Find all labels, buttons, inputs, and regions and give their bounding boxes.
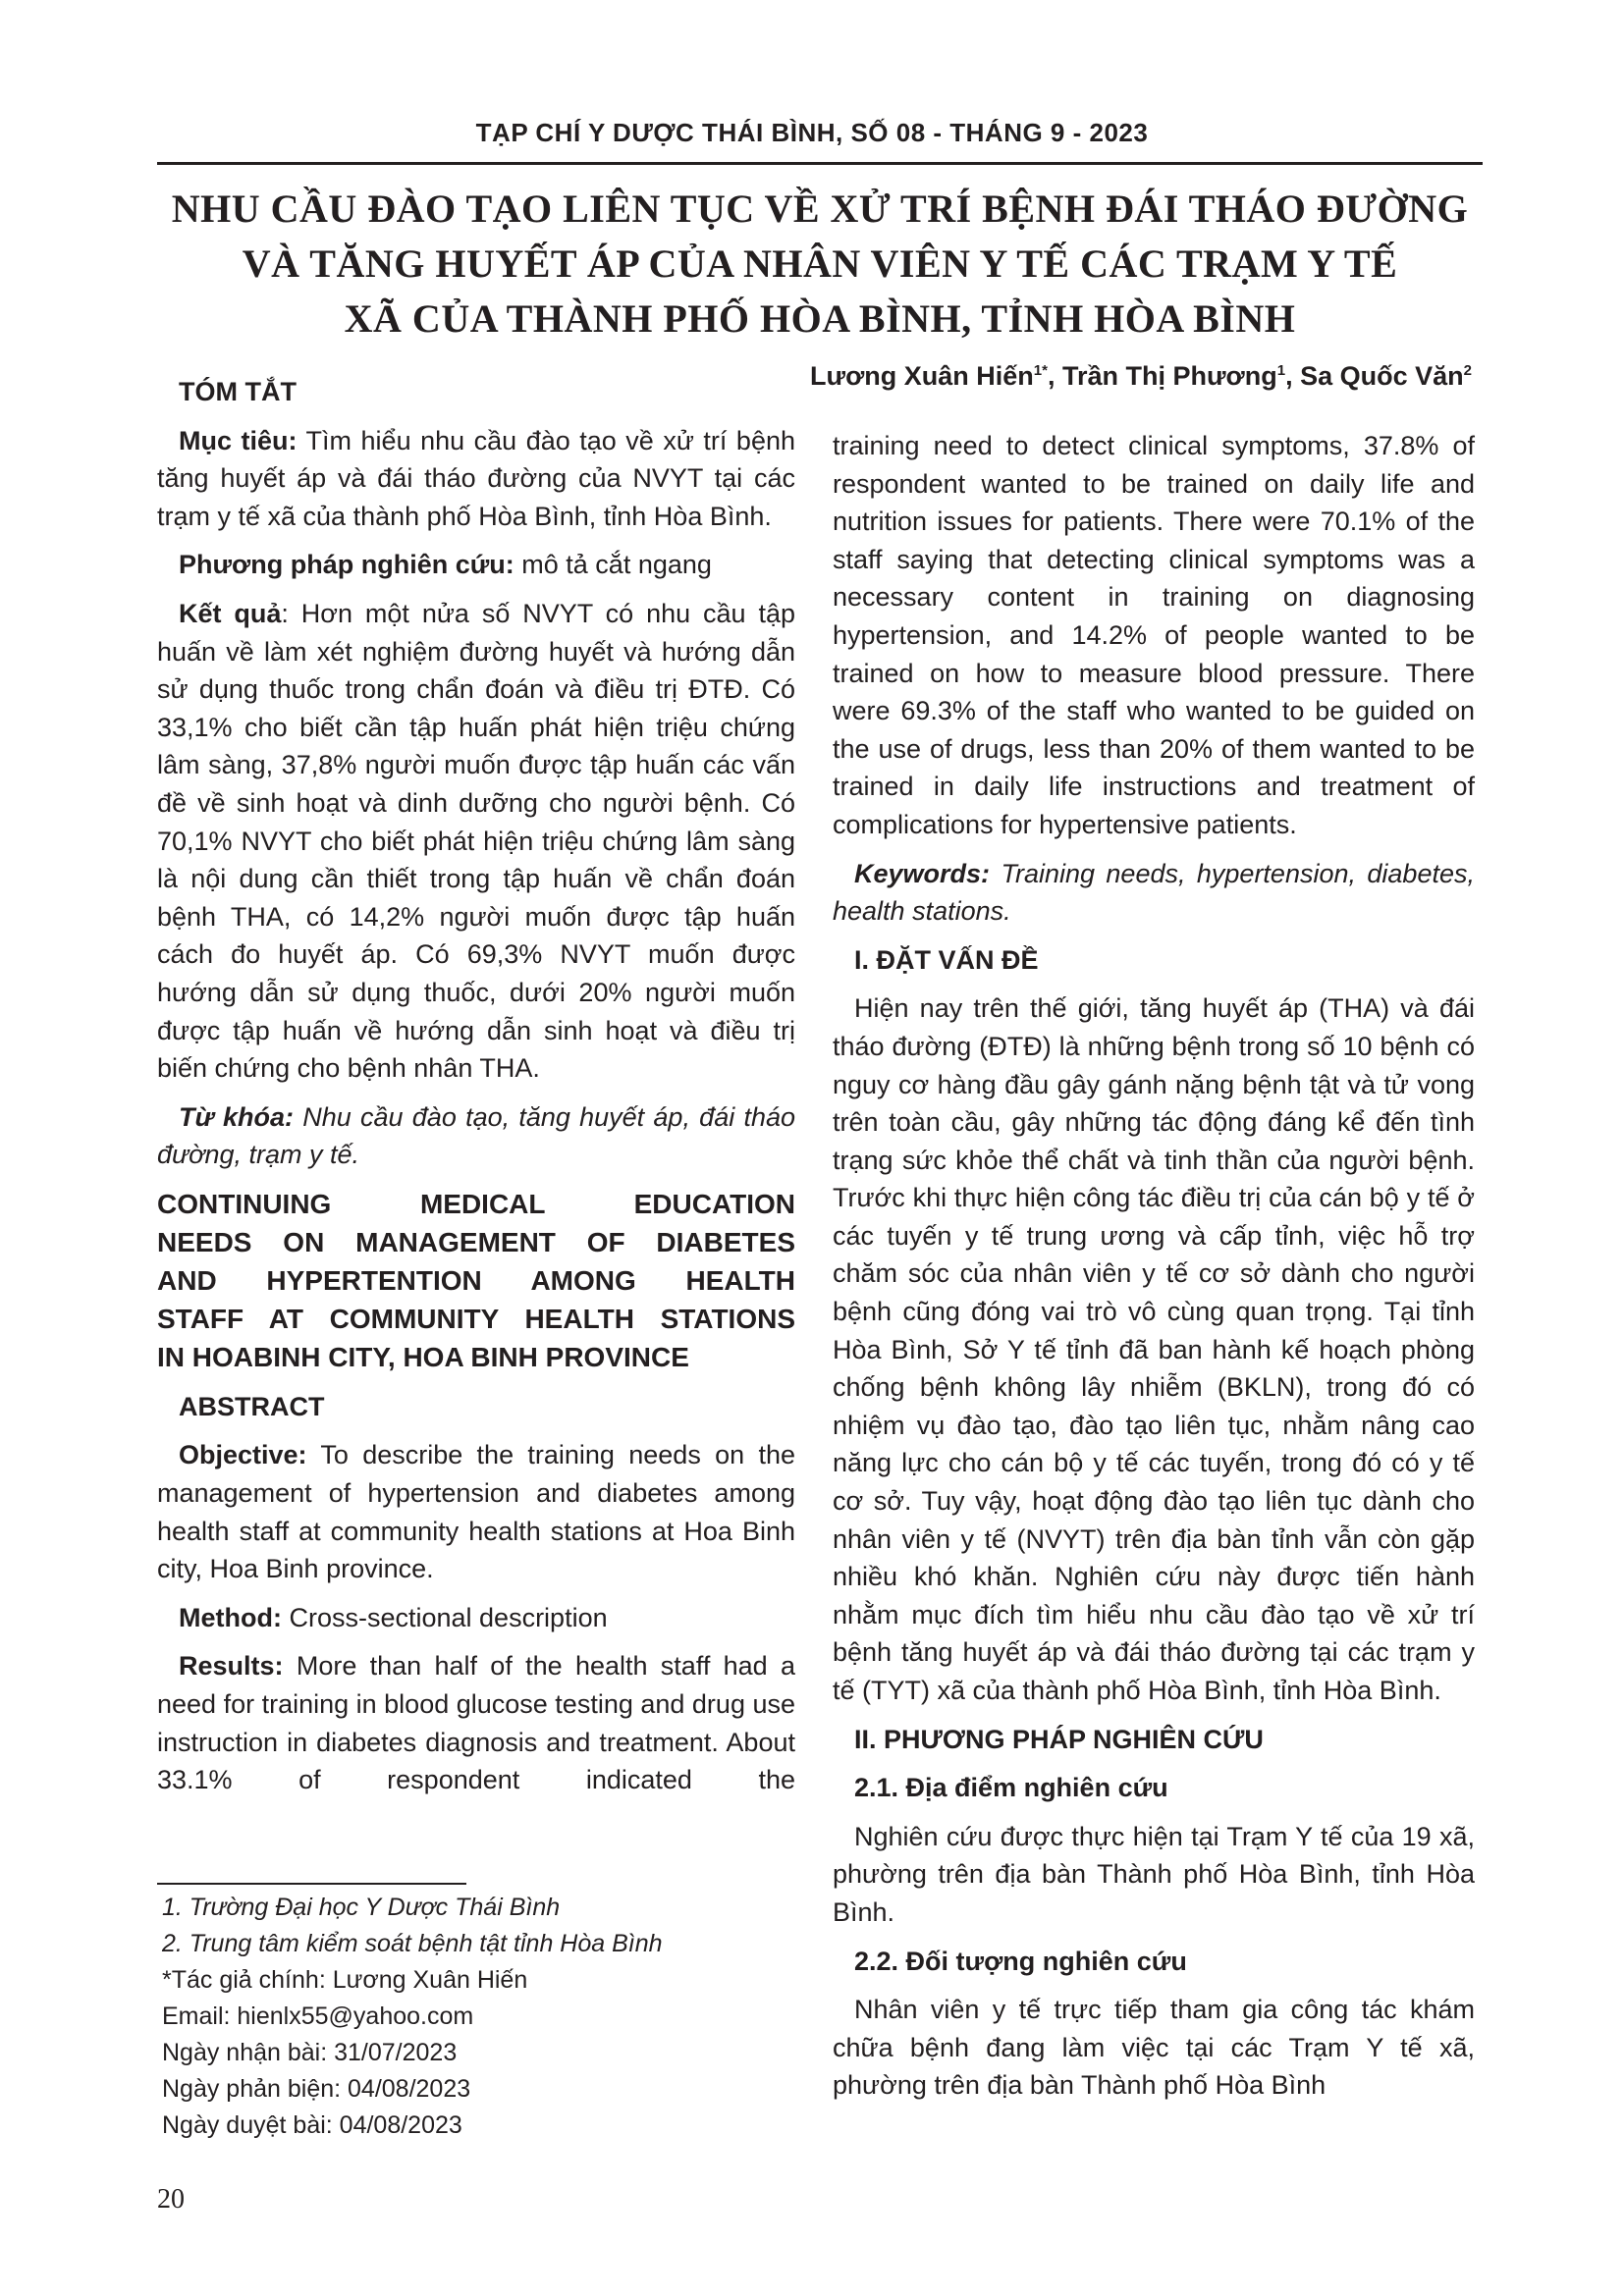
objective-label: Objective: <box>179 1440 307 1470</box>
english-title-line: CONTINUING MEDICAL EDUCATION <box>157 1188 795 1219</box>
received-date: Ngày nhận bài: 31/07/2023 <box>162 2039 458 2066</box>
muctieu-paragraph <box>157 422 795 536</box>
title-line-2: VÀ TĂNG HUYẾT ÁP CỦA NHÂN VIÊN Y TẾ CÁC TRẠM Y TẾ <box>242 241 1398 286</box>
section-2-1-heading: 2.1. Địa điểm nghiên cứu <box>854 1773 1168 1803</box>
ketqua-label: Kết quả <box>179 598 282 628</box>
section-2-2-text: Nhân viên y tế trực tiếp tham gia công tác khám chữa bệnh đang làm việc tại các Trạm Y tế xã, phường trên địa bàn Thành phố Hòa Bình <box>833 1995 1475 2101</box>
author-list <box>810 361 1472 392</box>
journal-header: TẠP CHÍ Y DƯỢC THÁI BÌNH, SỐ 08 - THÁNG 9 - 2023 <box>475 118 1149 147</box>
method-paragraph <box>157 1599 795 1637</box>
method-text: Cross-sectional description <box>281 1602 608 1632</box>
results-paragraph <box>157 1647 795 1798</box>
tukhoa-paragraph <box>157 1098 795 1174</box>
results-continued: training need to detect clinical symptoms, 37.8% of respondent wanted to be trained on daily life and nutrition issues for patients. There were 70.1% of the staff saying that detecting clinical symptoms was a necessary content in training on diagnosing hypertension, and 14.2% of people wanted to be trained on how to measure blood pressure. There were 69.3% of the staff who wanted to be guided on the use of drugs, less than 20% of them wanted to be trained in daily life instructions and treatment of complications for hypertensive patients. <box>833 431 1475 839</box>
author-email: Email: hienlx55@yahoo.com <box>162 2002 474 2030</box>
keywords-paragraph <box>833 855 1475 931</box>
author-affiliation-mark: 2 <box>1463 362 1472 379</box>
tomtat-heading: TÓM TẮT <box>179 377 297 406</box>
keywords-label: Keywords: <box>854 858 991 888</box>
results-text: More than half of the health staff had a need for training in blood glucose testing and drug use instruction in diabetes diagnosis and treatment. About 33.1% of respondent indicated the <box>157 1651 795 1795</box>
ppnc-label: Phương pháp nghiên cứu: <box>179 550 514 580</box>
english-title-line: NEEDS ON MANAGEMENT OF DIABETES <box>157 1226 795 1257</box>
corresponding-author: *Tác giả chính: Lương Xuân Hiến <box>162 1966 528 1994</box>
keywords-text: Training needs, hypertension, diabetes, health stations. <box>833 858 1475 927</box>
muctieu-label: Mục tiêu: <box>179 425 298 455</box>
article-title <box>157 182 1483 347</box>
english-title-line: IN HOABINH CITY, HOA BINH PROVINCE <box>157 1341 689 1372</box>
english-title <box>157 1185 795 1376</box>
title-line-3: XÃ CỦA THÀNH PHỐ HÒA BÌNH, TỈNH HÒA BÌNH <box>344 296 1296 341</box>
author-affiliation-mark: 1* <box>1033 362 1048 379</box>
results-label: Results: <box>179 1651 284 1682</box>
header-rule <box>157 162 1483 165</box>
footnote-rule <box>157 1883 466 1885</box>
reviewed-date: Ngày phản biện: 04/08/2023 <box>162 2075 471 2103</box>
section-2-heading: II. PHƯƠNG PHÁP NGHIÊN CỨU <box>854 1724 1264 1754</box>
page-number: 20 <box>157 2184 185 2215</box>
tukhoa-label: Từ khóa: <box>179 1101 295 1132</box>
section-1-heading: I. ĐẶT VẤN ĐỀ <box>854 944 1039 975</box>
english-title-line: AND HYPERTENTION AMONG HEALTH <box>157 1264 795 1296</box>
title-line-1: NHU CẦU ĐÀO TẠO LIÊN TỤC VỀ XỬ TRÍ BỆNH ĐÁI THÁO ĐƯỜNG <box>171 187 1469 231</box>
section-1-text: Hiện nay trên thế giới, tăng huyết áp (THA) và đái tháo đường (ĐTĐ) là những bệnh trong số 10 bệnh có nguy cơ hàng đầu gây gánh nặng bệnh tật và tử vong trên toàn cầu, gây những tác động đáng kể đến tình trạng sức khỏe thể chất và tinh thần của người bệnh. Trước khi thực hiện công tác điều trị của cán bộ y tế ở các tuyến y tế trung ương và cấp tỉnh, việc hỗ trợ chăm sóc của nhân viên y tế cơ sở dành cho người bệnh cũng đóng vai trò vô cùng quan trọng. Tại tỉnh Hòa Bình, Sở Y tế tỉnh đã ban hành kế hoạch phòng chống bệnh không lây nhiễm (BKLN), trong đó có nhiệm vụ đào tạo, đào tạo liên tục, nhằm nâng cao năng lực cho cán bộ y tế các tuyến, trong đó có y tế cơ sở. Tuy vậy, hoạt động đào tạo liên tục dành cho nhân viên y tế (NVYT) trên địa bàn tỉnh vẫn còn gặp nhiều khó khăn. Nghiên cứu này được tiến hành nhằm mục đích tìm hiểu nhu cầu đào tạo về xử trí bệnh tăng huyết áp và đái tháo đường tại các trạm y tế (TYT) xã của thành phố Hòa Bình, tỉnh Hòa Bình. <box>833 993 1475 1705</box>
section-2-2-heading: 2.2. Đối tượng nghiên cứu <box>854 1946 1187 1976</box>
english-title-line: STAFF AT COMMUNITY HEALTH STATIONS <box>157 1303 795 1334</box>
author-name: Lương Xuân Hiến <box>810 361 1034 391</box>
author-affiliation-mark: 1 <box>1276 362 1286 379</box>
accepted-date: Ngày duyệt bài: 04/08/2023 <box>162 2111 462 2139</box>
left-column <box>157 373 795 1810</box>
ppnc-paragraph <box>157 546 795 584</box>
objective-paragraph <box>157 1436 795 1587</box>
author-name: Sa Quốc Văn <box>1300 361 1464 391</box>
author-separator: , <box>1285 361 1301 391</box>
tukhoa-text: Nhu cầu đào tạo, tăng huyết áp, đái tháo đường, trạm y tế. <box>157 1101 795 1170</box>
right-column <box>833 427 1475 2115</box>
abstract-heading: ABSTRACT <box>179 1391 325 1421</box>
affiliation-1: 1. Trường Đại học Y Dược Thái Bình <box>162 1894 561 1921</box>
ppnc-text: mô tả cắt ngang <box>514 550 712 580</box>
author-name: Trần Thị Phương <box>1061 361 1277 391</box>
ketqua-text: : Hơn một nửa số NVYT có nhu cầu tập huấn về làm xét nghiệm đường huyết và hướng dẫn sử dụng thuốc trong chẩn đoán và điều trị ĐTĐ. Có 33,1% cho biết cần tập huấn phát hiện triệu chứng lâm sàng, 37,8% người muốn được tập huấn các vấn đề về sinh hoạt và dinh dưỡng cho người bệnh. Có 70,1% NVYT cho biết phát hiện triệu chứng lâm sàng là nội dung cần thiết trong tập huấn về chẩn đoán bệnh THA, có 14,2% người muốn được tập huấn cách đo huyết áp. Có 69,3% NVYT muốn được hướng dẫn sử dụng thuốc, dưới 20% người muốn được tập huấn về hướng dẫn sinh hoạt và điều trị biến chứng cho bệnh nhân THA. <box>157 598 795 1084</box>
affiliation-2: 2. Trung tâm kiểm soát bệnh tật tỉnh Hòa Bình <box>162 1930 663 1957</box>
method-label: Method: <box>179 1602 282 1632</box>
ketqua-paragraph <box>157 595 795 1088</box>
section-2-1-text: Nghiên cứu được thực hiện tại Trạm Y tế của 19 xã, phường trên địa bàn Thành phố Hòa Bình, tỉnh Hòa Bình. <box>833 1821 1475 1927</box>
footnotes <box>162 1890 790 2144</box>
author-separator: , <box>1047 361 1062 391</box>
objective-text: To describe the training needs on the management of hypertension and diabetes among health staff at community health stations at Hoa Binh city, Hoa Binh province. <box>157 1440 795 1584</box>
muctieu-text: Tìm hiểu nhu cầu đào tạo về xử trí bệnh tăng huyết áp và đái tháo đường của NVYT tại các trạm y tế xã của thành phố Hòa Bình, tỉnh Hòa Bình. <box>157 425 796 531</box>
